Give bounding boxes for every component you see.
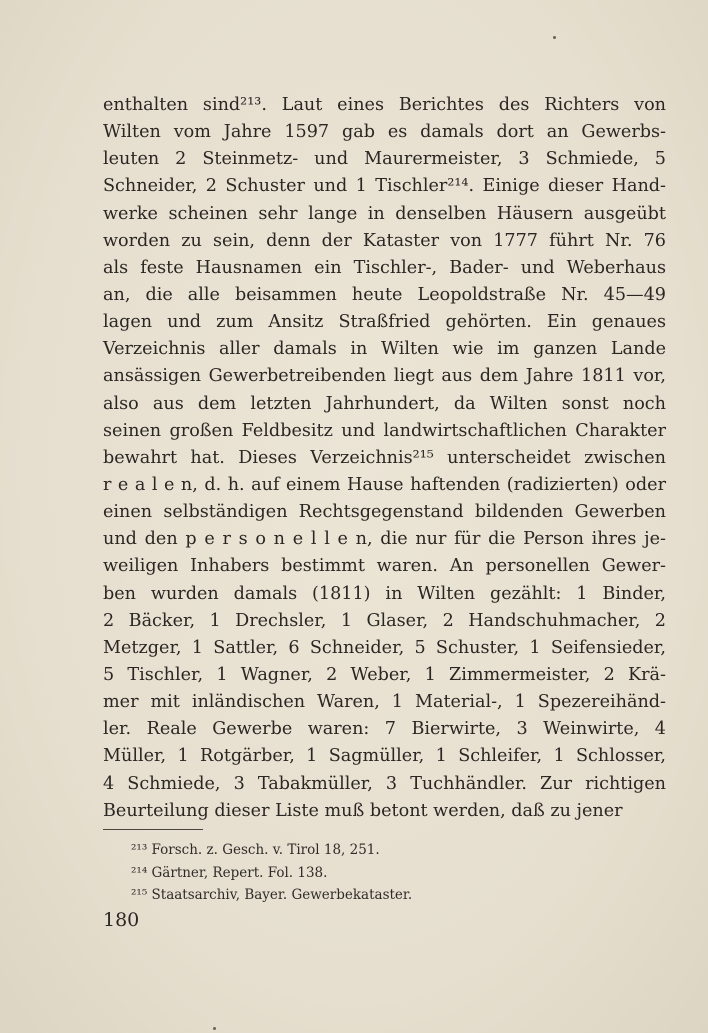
text-line: worden zu sein, denn der Kataster von 1777 führt Nr. 76 (103, 230, 666, 251)
text-line: ansässigen Gewerbetreibenden liegt aus dem Jahre 1811 vor, (103, 366, 666, 387)
text-line: und den p e r s o n e l l e n, die nur für die Person ihres je- (103, 529, 666, 550)
text-line: leuten 2 Steinmetz- und Maurermeister, 3 Schmiede, 5 (103, 149, 666, 170)
text-line: 2 Bäcker, 1 Drechsler, 1 Glaser, 2 Handschuhmacher, 2 (103, 610, 666, 631)
footnote: ²¹⁵ Staatsarchiv, Bayer. Gewerbekataster. (131, 887, 413, 903)
text-line: einen selbständigen Rechtsgegenstand bildenden Gewerben (103, 502, 666, 523)
body-text (103, 92, 666, 825)
paper-speck (553, 36, 556, 39)
text-line: werke scheinen sehr lange in denselben Häusern ausgeübt (103, 203, 666, 224)
footnote: ²¹⁴ Gärtner, Repert. Fol. 138. (131, 864, 328, 881)
text-line: als feste Hausnamen ein Tischler-, Bader- und Weberhaus (103, 257, 666, 278)
text-line: also aus dem letzten Jahrhundert, da Wilten sonst noch (103, 393, 666, 414)
footnotes (131, 839, 551, 907)
text-line: mer mit inländischen Waren, 1 Material-, 1 Spezereihänd- (103, 692, 666, 713)
text-line: lagen und zum Ansitz Straßfried gehörten. Ein genaues (103, 312, 666, 333)
text-line: weiligen Inhabers bestimmt waren. An personellen Gewer- (103, 556, 666, 577)
text-line: Müller, 1 Rotgärber, 1 Sagmüller, 1 Schleifer, 1 Schlosser, (103, 746, 666, 767)
text-line: 5 Tischler, 1 Wagner, 2 Weber, 1 Zimmermeister, 2 Krä- (103, 664, 666, 685)
text-line: bewahrt hat. Dieses Verzeichnis²¹⁵ unterscheidet zwischen (103, 447, 666, 468)
text-line: enthalten sind²¹³. Laut eines Berichtes des Richters von (103, 95, 666, 115)
paper-speck (213, 1027, 216, 1030)
text-line: 4 Schmiede, 3 Tabakmüller, 3 Tuchhändler. Zur richtigen (103, 773, 666, 794)
text-line: r e a l e n, d. h. auf einem Hause haftenden (radizierten) oder (103, 474, 666, 495)
footnote: ²¹³ Forsch. z. Gesch. v. Tirol 18, 251. (131, 842, 380, 858)
text-line: Verzeichnis aller damals in Wilten wie im ganzen Lande (103, 339, 666, 360)
text-line: seinen großen Feldbesitz und landwirtschaftlichen Charakter (103, 420, 666, 441)
text-line: Schneider, 2 Schuster und 1 Tischler²¹⁴. Einige dieser Hand- (103, 176, 666, 197)
text-line: an, die alle beisammen heute Leopoldstraße Nr. 45—49 (103, 284, 666, 305)
text-line: Metzger, 1 Sattler, 6 Schneider, 5 Schuster, 1 Seifensieder, (103, 637, 666, 658)
footnote-divider (103, 829, 203, 830)
text-line: ben wurden damals (1811) in Wilten gezählt: 1 Binder, (103, 583, 666, 604)
text-line: ler. Reale Gewerbe waren: 7 Bierwirte, 3 Weinwirte, 4 (103, 719, 666, 740)
text-line: Beurteilung dieser Liste muß betont werden, daß zu jener (103, 800, 623, 821)
text-line: Wilten vom Jahre 1597 gab es damals dort an Gewerbs- (103, 122, 666, 143)
page-number: 180 (103, 909, 140, 931)
